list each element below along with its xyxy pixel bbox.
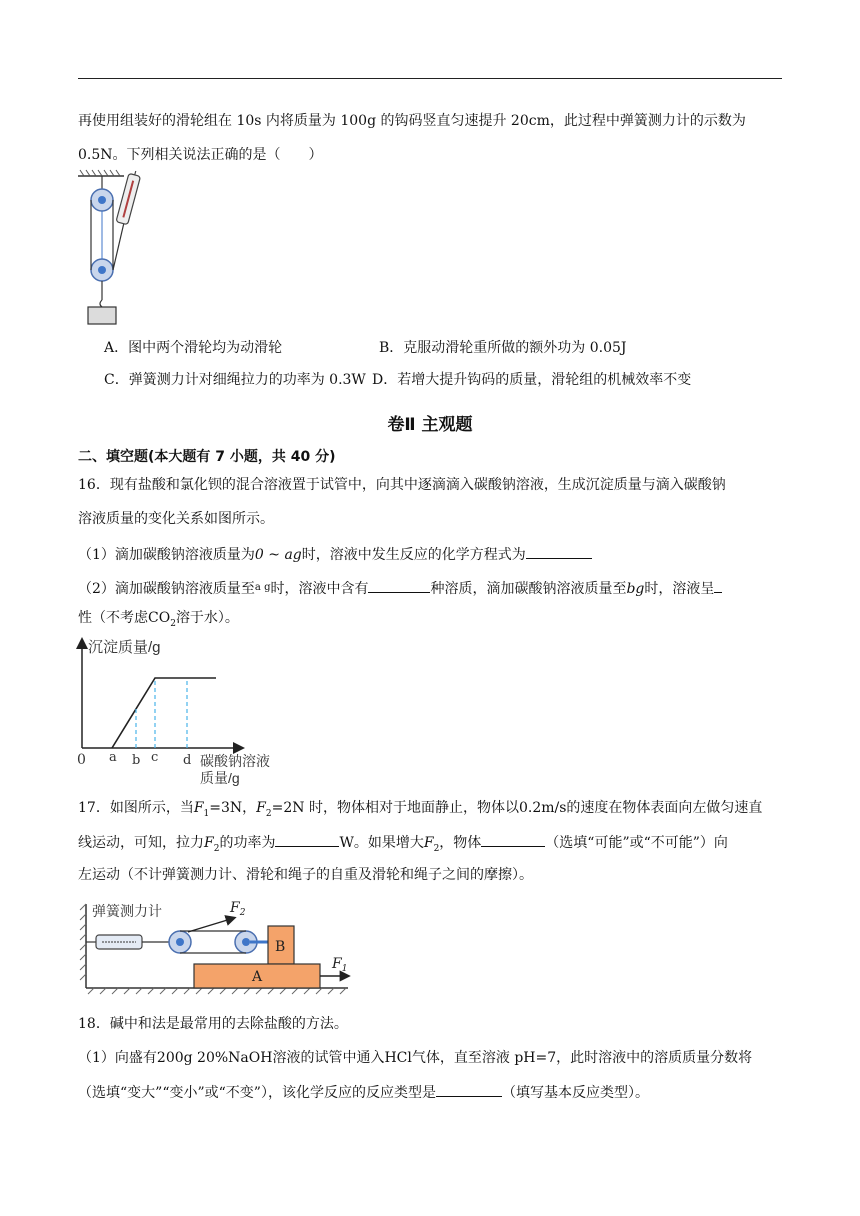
q17-stem-line1: 17．如图所示，当$F_1=3N$，$F_2=2N$ 时，物体相对于地面静止，物体以0.2m/s的速度在物体表面向左做匀速直 [78, 800, 763, 819]
q16-sub1: （1）滴加碳酸钠溶液质量为0 ~ ag时，溶液中发生反应的化学方程式为 [78, 544, 592, 564]
f2-label: $F_2$ [230, 900, 246, 918]
x-axis-label-2: 质量/g [200, 770, 240, 786]
part-heading: 二、填空题(本大题有 7 小题，共 40 分) [78, 449, 336, 465]
q18-sub1-cont: （选填“变大”“变小”或“不变”），该化学反应的反应类型是 （填写基本反应类型）。 [78, 1082, 649, 1102]
answer-blank [714, 578, 722, 593]
section-title: 卷Ⅱ 主观题 [387, 415, 473, 435]
q16-stem-line2: 溶液质量的变化关系如图所示。 [78, 511, 274, 527]
data-curve [112, 678, 216, 748]
q16-stem-line1: 16．现有盐酸和氯化钡的混合溶液置于试管中，向其中逐滴滴入碳酸钠溶液，生成沉淀质量与滴入碳酸钠 [78, 477, 726, 493]
q16-sub2-cont: 性（不考虑$CO_2$溶于水）。 [78, 610, 239, 629]
pulley-figure [74, 170, 154, 328]
block-b-label: B [275, 939, 286, 955]
q17-stem-line3: 左运动（不计弹簧测力计、滑轮和绳子的自重及滑轮和绳子之间的摩擦）。 [78, 867, 533, 883]
f1-label: $F_1$ [332, 956, 348, 974]
block-a-label: A [252, 969, 263, 985]
q15-option-c: C．弹簧测力计对细绳拉力的功率为 0.3W [104, 372, 366, 388]
answer-blank [275, 832, 339, 847]
q18-stem: 18．碱中和法是最常用的去除盐酸的方法。 [78, 1016, 348, 1032]
precipitate-graph [74, 634, 294, 786]
header-rule [78, 78, 782, 79]
answer-blank [436, 1082, 502, 1097]
answer-blank [526, 544, 592, 559]
tick-c: c [151, 750, 159, 765]
y-axis-label: 沉淀质量/g [88, 639, 161, 656]
q15-stem-line2: 0.5N。下列相关说法正确的是（ ） [78, 147, 323, 163]
x-axis-label-1: 碳酸钠溶液 [200, 753, 270, 769]
q16-sub2: （2）滴加碳酸钠溶液质量至$^{a g}$时，溶液中含有 种溶质，滴加碳酸钠溶液质量至bg时，溶液呈 [78, 578, 722, 598]
q17-stem-line2: 线运动，可知，拉力$F_2$的功率为 W。如果增大$F_2$，物体 （选填“可能”或“不可能”）向 [78, 832, 728, 858]
answer-blank [481, 832, 545, 847]
block-pulley-figure [78, 896, 354, 996]
meter-label: 弹簧测力计 [92, 903, 162, 919]
q15-stem-line1: 再使用组装好的滑轮组在 10s 内将质量为 100g 的钩码竖直匀速提升 20cm，此过程中弹簧测力计的示数为 [78, 113, 746, 129]
q15-option-a: A．图中两个滑轮均为动滑轮 [104, 340, 283, 356]
tick-b: b [132, 753, 141, 768]
tick-a: a [109, 750, 117, 765]
answer-blank [368, 578, 430, 593]
q18-sub1: （1）向盛有200g 20%NaOH溶液的试管中通入HCl气体，直至溶液 pH=7，此时溶液中的溶质质量分数将 [78, 1050, 753, 1066]
q15-option-d: D．若增大提升钩码的质量，滑轮组的机械效率不变 [372, 372, 692, 388]
q15-option-b: B．克服动滑轮重所做的额外功为 0.05J [379, 340, 627, 356]
tick-d: d [183, 753, 192, 768]
origin-label: 0 [77, 752, 86, 768]
